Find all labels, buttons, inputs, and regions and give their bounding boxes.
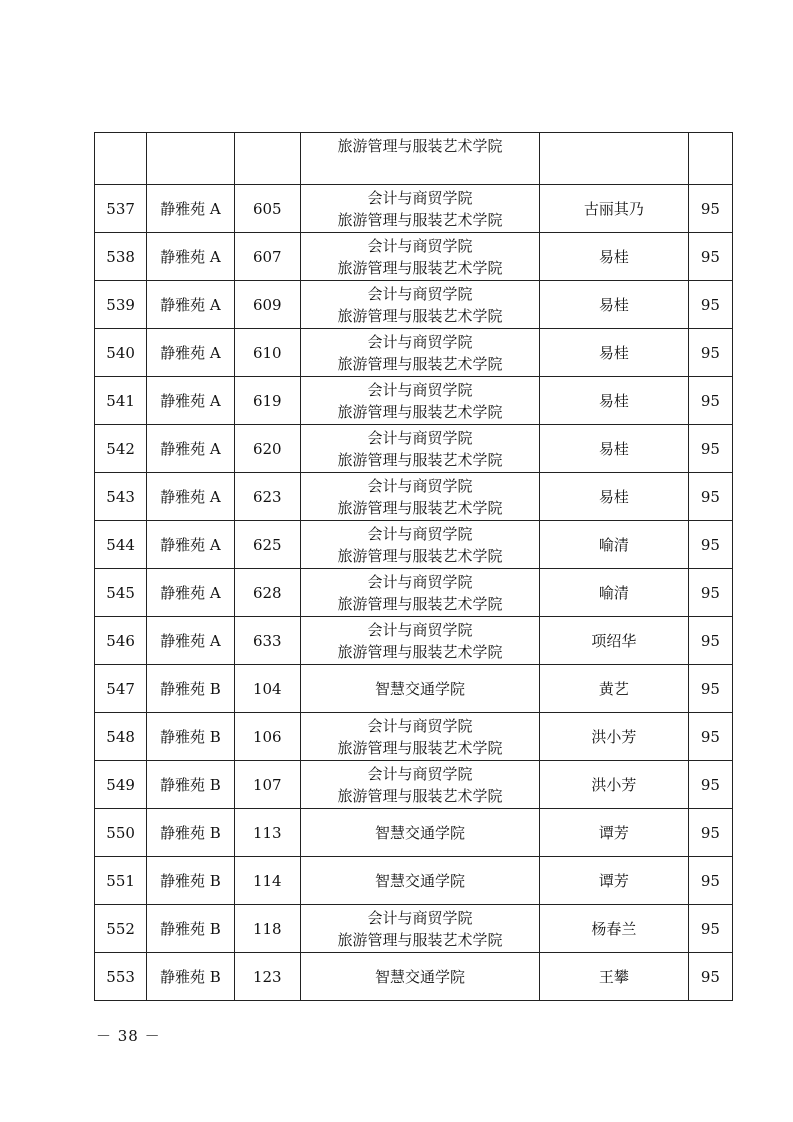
college-line: 智慧交通学院	[374, 967, 465, 986]
cell-person: 易桂	[540, 425, 689, 473]
cell-building: 静雅苑 A	[147, 617, 234, 665]
cell-room: 113	[234, 809, 300, 857]
cell-number: 549	[95, 761, 147, 809]
cell-person: 易桂	[540, 329, 689, 377]
cell-number: 543	[95, 473, 147, 521]
cell-college	[300, 569, 539, 617]
cell-person: 喻清	[540, 521, 689, 569]
table-row	[95, 617, 733, 665]
cell-college	[300, 857, 539, 905]
college-line: 会计与商贸学院	[367, 380, 473, 399]
table-row	[95, 377, 733, 425]
college-line: 智慧交通学院	[374, 871, 465, 890]
cell-person: 谭芳	[540, 809, 689, 857]
cell-room: 605	[234, 185, 300, 233]
college-line: 旅游管理与服装艺术学院	[337, 258, 503, 277]
table-row	[95, 569, 733, 617]
cell-number: 545	[95, 569, 147, 617]
cell-score: 95	[688, 569, 732, 617]
college-line: 旅游管理与服装艺术学院	[337, 402, 503, 421]
cell-room: 106	[234, 713, 300, 761]
cell-number: 547	[95, 665, 147, 713]
cell-score: 95	[688, 377, 732, 425]
cell-person: 洪小芳	[540, 761, 689, 809]
table-row-continued	[95, 133, 733, 185]
table-row	[95, 761, 733, 809]
table-row	[95, 425, 733, 473]
cell-building: 静雅苑 A	[147, 473, 234, 521]
college-line: 会计与商贸学院	[367, 716, 473, 735]
page-number: － 38 －	[96, 1027, 161, 1045]
college-line: 旅游管理与服装艺术学院	[337, 642, 503, 661]
cell-building	[147, 133, 234, 185]
cell-college	[300, 329, 539, 377]
college-line: 旅游管理与服装艺术学院	[337, 546, 503, 565]
cell-room: 628	[234, 569, 300, 617]
cell-room: 619	[234, 377, 300, 425]
cell-building: 静雅苑 A	[147, 377, 234, 425]
college-line: 会计与商贸学院	[367, 332, 473, 351]
cell-score: 95	[688, 473, 732, 521]
cell-score: 95	[688, 857, 732, 905]
table-body	[95, 133, 733, 1001]
table-row	[95, 857, 733, 905]
cell-building: 静雅苑 B	[147, 857, 234, 905]
cell-room: 107	[234, 761, 300, 809]
cell-room: 609	[234, 281, 300, 329]
college-line: 会计与商贸学院	[367, 428, 473, 447]
college-line: 旅游管理与服装艺术学院	[337, 306, 503, 325]
cell-number: 539	[95, 281, 147, 329]
college-line: 旅游管理与服装艺术学院	[337, 738, 503, 757]
college-line: 旅游管理与服装艺术学院	[337, 354, 503, 373]
cell-score: 95	[688, 233, 732, 281]
cell-person: 王攀	[540, 953, 689, 1001]
college-line: 会计与商贸学院	[367, 572, 473, 591]
cell-person: 喻清	[540, 569, 689, 617]
cell-score: 95	[688, 617, 732, 665]
cell-college	[300, 185, 539, 233]
cell-college	[300, 425, 539, 473]
cell-building: 静雅苑 B	[147, 809, 234, 857]
college-line: 智慧交通学院	[374, 823, 465, 842]
college-line: 会计与商贸学院	[367, 524, 473, 543]
college-line: 会计与商贸学院	[367, 284, 473, 303]
cell-college	[300, 761, 539, 809]
cell-number: 552	[95, 905, 147, 953]
cell-score: 95	[688, 281, 732, 329]
cell-score: 95	[688, 761, 732, 809]
table-row	[95, 329, 733, 377]
cell-building: 静雅苑 A	[147, 185, 234, 233]
cell-building: 静雅苑 B	[147, 905, 234, 953]
cell-number: 537	[95, 185, 147, 233]
college-line: 会计与商贸学院	[367, 476, 473, 495]
college-line: 会计与商贸学院	[367, 908, 473, 927]
cell-building: 静雅苑 A	[147, 425, 234, 473]
cell-score: 95	[688, 521, 732, 569]
cell-person: 易桂	[540, 377, 689, 425]
college-line: 旅游管理与服装艺术学院	[337, 786, 503, 805]
cell-college	[300, 521, 539, 569]
cell-building: 静雅苑 B	[147, 665, 234, 713]
cell-college	[300, 233, 539, 281]
college-line: 会计与商贸学院	[367, 764, 473, 783]
cell-college	[300, 377, 539, 425]
cell-score: 95	[688, 425, 732, 473]
college-line: 旅游管理与服装艺术学院	[337, 137, 503, 155]
cell-room: 623	[234, 473, 300, 521]
cell-number: 540	[95, 329, 147, 377]
cell-number: 538	[95, 233, 147, 281]
cell-number: 541	[95, 377, 147, 425]
cell-college	[300, 953, 539, 1001]
college-line: 旅游管理与服装艺术学院	[337, 210, 503, 229]
table-row	[95, 809, 733, 857]
cell-building: 静雅苑 A	[147, 281, 234, 329]
cell-college	[300, 281, 539, 329]
cell-building: 静雅苑 A	[147, 521, 234, 569]
cell-number: 548	[95, 713, 147, 761]
cell-number: 546	[95, 617, 147, 665]
college-line: 旅游管理与服装艺术学院	[337, 594, 503, 613]
cell-person: 易桂	[540, 473, 689, 521]
cell-building: 静雅苑 B	[147, 761, 234, 809]
cell-room: 123	[234, 953, 300, 1001]
cell-number: 544	[95, 521, 147, 569]
college-line: 智慧交通学院	[374, 679, 465, 698]
cell-number	[95, 133, 147, 185]
cell-college	[300, 617, 539, 665]
cell-room: 633	[234, 617, 300, 665]
cell-college	[300, 713, 539, 761]
cell-number: 553	[95, 953, 147, 1001]
cell-building: 静雅苑 B	[147, 953, 234, 1001]
college-line: 会计与商贸学院	[367, 236, 473, 255]
college-line: 旅游管理与服装艺术学院	[337, 930, 503, 949]
college-line: 旅游管理与服装艺术学院	[337, 498, 503, 517]
cell-room: 118	[234, 905, 300, 953]
cell-room: 625	[234, 521, 300, 569]
cell-score: 95	[688, 809, 732, 857]
table-row	[95, 713, 733, 761]
cell-person: 项绍华	[540, 617, 689, 665]
cell-person: 谭芳	[540, 857, 689, 905]
cell-room: 610	[234, 329, 300, 377]
cell-room: 607	[234, 233, 300, 281]
cell-score: 95	[688, 953, 732, 1001]
cell-person: 易桂	[540, 281, 689, 329]
cell-person: 黄艺	[540, 665, 689, 713]
table-row	[95, 281, 733, 329]
cell-number: 542	[95, 425, 147, 473]
dormitory-score-table	[94, 132, 733, 1001]
cell-college	[300, 905, 539, 953]
cell-building: 静雅苑 A	[147, 233, 234, 281]
college-line: 会计与商贸学院	[367, 188, 473, 207]
table-row	[95, 521, 733, 569]
table-row	[95, 185, 733, 233]
table-row	[95, 665, 733, 713]
cell-college	[300, 473, 539, 521]
cell-college	[300, 665, 539, 713]
cell-person: 洪小芳	[540, 713, 689, 761]
cell-college	[300, 133, 539, 185]
cell-score: 95	[688, 713, 732, 761]
cell-person: 易桂	[540, 233, 689, 281]
cell-score: 95	[688, 905, 732, 953]
cell-person	[540, 133, 689, 185]
cell-room: 104	[234, 665, 300, 713]
cell-college	[300, 809, 539, 857]
table-row	[95, 233, 733, 281]
cell-score: 95	[688, 665, 732, 713]
cell-score: 95	[688, 329, 732, 377]
cell-person: 古丽其乃	[540, 185, 689, 233]
table-row	[95, 473, 733, 521]
cell-building: 静雅苑 A	[147, 569, 234, 617]
cell-person: 杨春兰	[540, 905, 689, 953]
cell-room: 620	[234, 425, 300, 473]
cell-room	[234, 133, 300, 185]
cell-building: 静雅苑 A	[147, 329, 234, 377]
cell-room: 114	[234, 857, 300, 905]
cell-building: 静雅苑 B	[147, 713, 234, 761]
cell-score: 95	[688, 185, 732, 233]
college-line: 会计与商贸学院	[367, 620, 473, 639]
table-row	[95, 953, 733, 1001]
cell-score	[688, 133, 732, 185]
college-line: 旅游管理与服装艺术学院	[337, 450, 503, 469]
cell-number: 551	[95, 857, 147, 905]
cell-number: 550	[95, 809, 147, 857]
table-row	[95, 905, 733, 953]
